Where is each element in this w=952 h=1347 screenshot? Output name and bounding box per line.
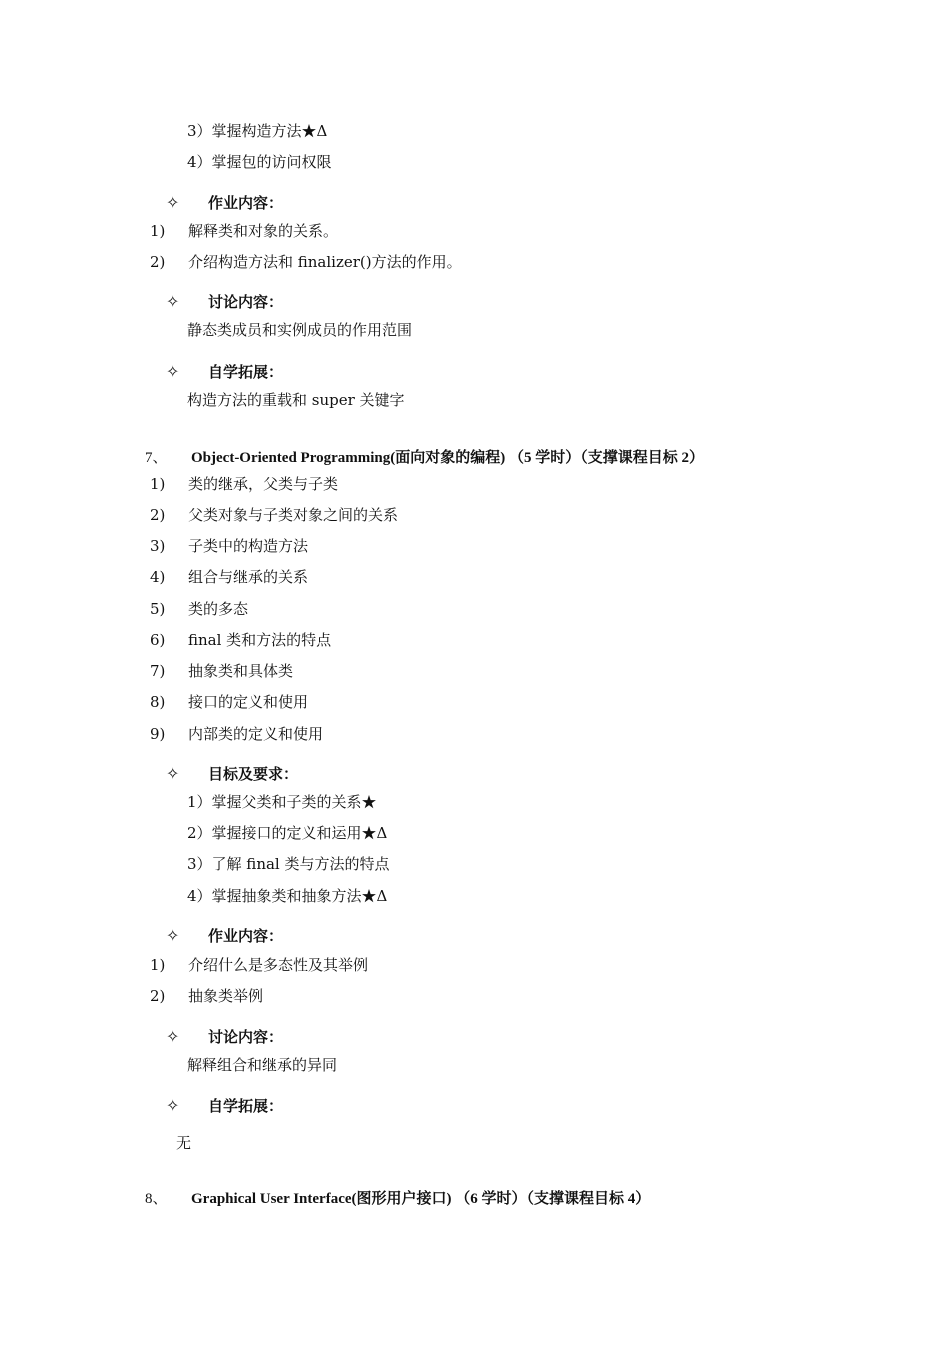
item-text: final 类和方法的特点: [188, 631, 332, 649]
item-number: 9): [150, 725, 166, 743]
goals-heading: [166, 764, 298, 784]
self-study-heading: [166, 1096, 283, 1116]
item-number: 2): [150, 253, 166, 271]
self-study-text: 无: [176, 1134, 192, 1152]
list-item: [150, 505, 398, 525]
item-number: 6): [150, 631, 166, 649]
item-text: 抽象类举例: [188, 987, 264, 1005]
list-item: [150, 536, 308, 556]
list-item: [150, 986, 263, 1006]
heading-label: 作业内容：: [208, 927, 284, 945]
goal-item: 4）掌握抽象类和抽象方法★Δ: [187, 887, 388, 905]
heading-label: 自学拓展：: [208, 1097, 284, 1115]
diamond-outline-icon: ✧: [166, 1096, 180, 1115]
item-text: 抽象类和具体类: [188, 662, 294, 680]
item-number: 7): [150, 662, 166, 680]
item-number: 2): [150, 506, 166, 524]
diamond-outline-icon: ✧: [166, 764, 180, 783]
heading-label: 自学拓展：: [208, 363, 284, 381]
section-number: 7、: [145, 450, 168, 466]
item-text: 子类中的构造方法: [188, 537, 309, 555]
item-text: 内部类的定义和使用: [188, 725, 324, 743]
diamond-outline-icon: ✧: [166, 926, 180, 945]
list-item: [150, 724, 323, 744]
diamond-outline-icon: ✧: [166, 1027, 180, 1046]
list-item: [150, 955, 368, 975]
discussion-heading: [166, 292, 283, 312]
section-heading: [145, 1188, 650, 1210]
item-number: 1): [150, 222, 166, 240]
section-title: Object-Oriented Programming(面向对象的编程) （5 学时）（支撑课程目标 2）: [191, 450, 704, 466]
list-item: [150, 692, 308, 712]
item-number: 1): [150, 956, 166, 974]
item-number: 1): [150, 475, 166, 493]
item-text: 介绍构造方法和 finalizer()方法的作用。: [188, 253, 462, 271]
item-text: 解释类和对象的关系。: [188, 222, 339, 240]
heading-label: 讨论内容：: [208, 1028, 284, 1046]
list-item: [150, 630, 331, 650]
list-item: [150, 252, 462, 272]
homework-heading: [166, 926, 283, 946]
homework-heading: [166, 193, 283, 213]
discussion-text: 静态类成员和实例成员的作用范围: [187, 321, 413, 339]
item-number: 3): [150, 537, 166, 555]
item-text: 类的继承，父类与子类: [188, 475, 339, 493]
goal-item: 3）了解 final 类与方法的特点: [187, 855, 390, 873]
item-text: 父类对象与子类对象之间的关系: [188, 506, 399, 524]
item-number: 5): [150, 600, 166, 618]
item-number: 2): [150, 987, 166, 1005]
list-item: [150, 221, 338, 241]
goal-item: 2）掌握接口的定义和运用★Δ: [187, 824, 388, 842]
item-number: 4): [150, 568, 166, 586]
diamond-outline-icon: ✧: [166, 292, 180, 311]
section-heading: [145, 447, 704, 469]
goal-item: 4）掌握包的访问权限: [187, 153, 332, 171]
self-study-text: 构造方法的重载和 super 关键字: [187, 391, 405, 409]
discussion-text: 解释组合和继承的异同: [187, 1056, 338, 1074]
item-text: 类的多态: [188, 600, 249, 618]
list-item: [150, 474, 338, 494]
list-item: [150, 661, 293, 681]
item-text: 组合与继承的关系: [188, 568, 309, 586]
section-title: Graphical User Interface(图形用户接口) （6 学时）（支撑课程目标 4）: [191, 1191, 651, 1207]
section-number: 8、: [145, 1191, 168, 1207]
heading-label: 作业内容：: [208, 194, 284, 212]
item-text: 接口的定义和使用: [188, 693, 309, 711]
goal-item: 3）掌握构造方法★Δ: [187, 122, 328, 140]
item-text: 介绍什么是多态性及其举例: [188, 956, 369, 974]
heading-label: 目标及要求：: [208, 765, 299, 783]
diamond-outline-icon: ✧: [166, 193, 180, 212]
discussion-heading: [166, 1027, 283, 1047]
list-item: [150, 567, 308, 587]
item-number: 8): [150, 693, 166, 711]
heading-label: 讨论内容：: [208, 293, 284, 311]
list-item: [150, 599, 248, 619]
self-study-heading: [166, 362, 283, 382]
diamond-outline-icon: ✧: [166, 362, 180, 381]
goal-item: 1）掌握父类和子类的关系★: [187, 793, 377, 811]
